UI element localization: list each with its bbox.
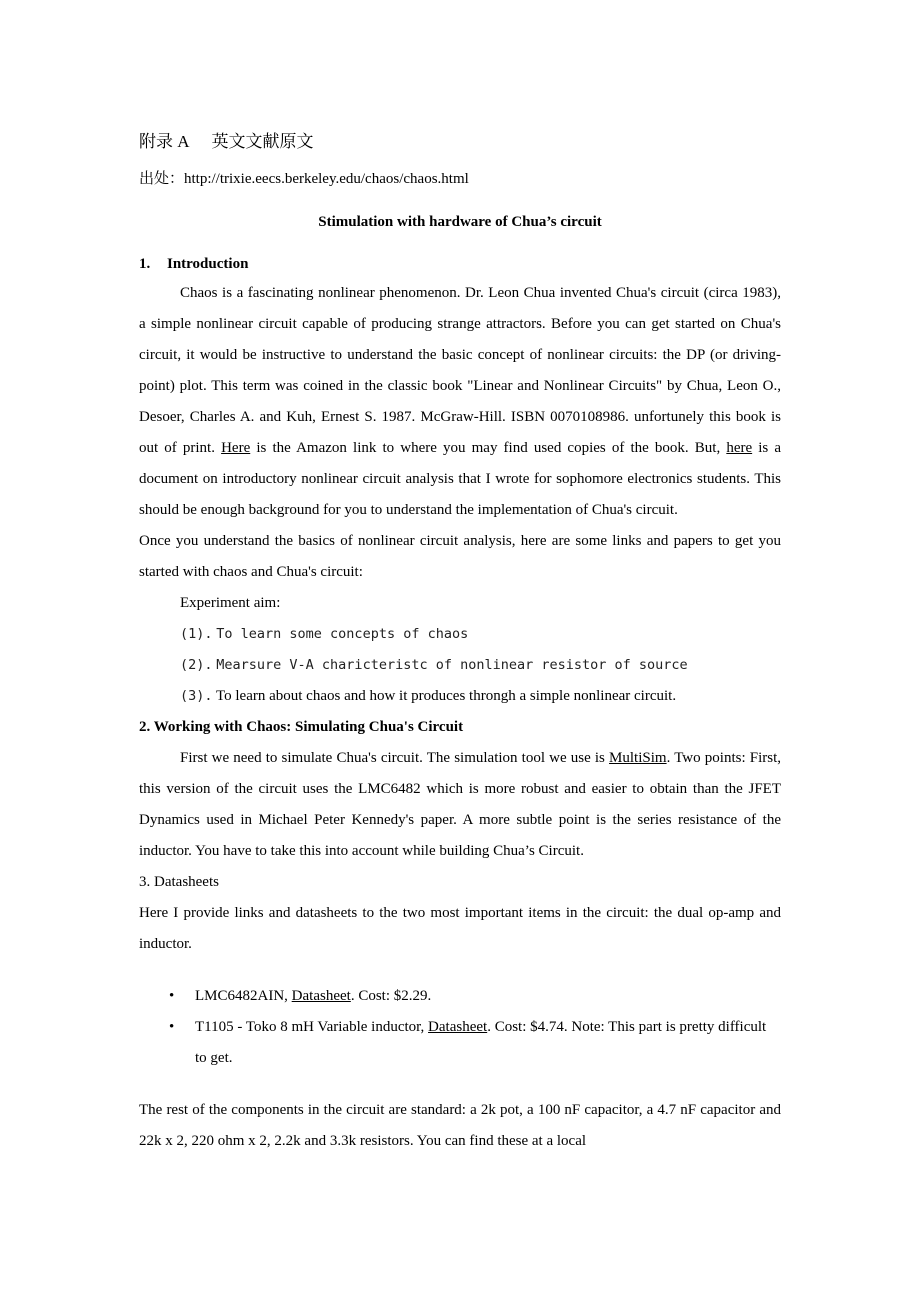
list-item xyxy=(139,981,781,1012)
intro-text-1: Chaos is a fascinating nonlinear phenomenon. Dr. Leon Chua invented Chua's circuit (circa 1983), a simple nonlinear circuit capable of producing strange attractors. Before you can get started on Chua's circuit, it would be instructive to understand the basic concept of nonlinear circuits: the DP (or driving-point) plot. This term was coined in the classic book "Linear and Nonlinear Circuits" by Chua, Leon O., Desoer, Charles A. and Kuh, Ernest S. 1987. McGraw-Hill. ISBN 0070108986. unfortunely this book is out of print. xyxy=(139,285,781,456)
simulation-paragraph xyxy=(139,743,781,867)
multisim-link[interactable]: MultiSim xyxy=(609,750,667,766)
components-paragraph: The rest of the components in the circuit are standard: a 2k pot, a 100 nF capacitor, a 4.7 nF capacitor and 22k x 2, 220 ohm x 2, 2.2k and 3.3k resistors. You can find these at a local xyxy=(139,1102,781,1149)
experiment-aim-label: Experiment aim: xyxy=(180,595,281,611)
intro-text-3: is a document on introductory nonlinear circuit analysis that I wrote for sophomore electronics students. This should be enough background for you to understand the implementation of Chua's circuit. xyxy=(139,440,782,518)
simulation-text-2: . Two points: First, this version of the circuit uses the LMC6482 which is more robust and easier to obtain than the JFET Dynamics used in Michael Peter Kennedy's paper. A more subtle point is the series resistance of the inductor. You have to take this into account while building Chua’s Circuit. xyxy=(139,750,782,859)
intro-text-2: is the Amazon link to where you may find used copies of the book. But, xyxy=(256,440,721,456)
section-2-heading: 2. Working with Chaos: Simulating Chua's Circuit xyxy=(139,719,464,735)
source-prefix: 出处： xyxy=(139,171,185,187)
list-item xyxy=(139,1012,781,1074)
section-1-title: Introduction xyxy=(167,256,249,272)
aim-marker: (2). xyxy=(180,657,213,673)
bullet-icon: • xyxy=(169,1019,175,1035)
part-cost: . Cost: $2.29. xyxy=(350,988,432,1004)
section-1-number: 1. xyxy=(139,256,151,272)
appendix-title: 英文文献原文 xyxy=(211,132,314,151)
part-cost: . Cost: $4.74. Note: This part is pretty difficult to get. xyxy=(195,1019,767,1066)
parts-list xyxy=(139,981,781,1074)
appendix-heading xyxy=(139,128,781,156)
aim-item xyxy=(139,650,781,681)
document-here-link[interactable]: here xyxy=(726,440,753,456)
amazon-here-link[interactable]: Here xyxy=(221,440,251,456)
document-page xyxy=(139,128,781,1157)
links-paragraph: Once you understand the basics of nonlinear circuit analysis, here are some links and papers to get you started with chaos and Chua's circuit: xyxy=(139,533,781,580)
document-title: Stimulation with hardware of Chua’s circuit xyxy=(318,214,602,230)
intro-paragraph xyxy=(139,278,781,526)
part-text: LMC6482AIN, xyxy=(195,988,288,1004)
section-1-heading xyxy=(139,253,781,275)
aim-marker: (1). xyxy=(180,626,213,642)
aim-text: Mearsure V-A charicteristc of nonlinear resistor of source xyxy=(216,657,688,673)
aim-text: To learn some concepts of chaos xyxy=(216,626,469,642)
datasheet-link[interactable]: Datasheet xyxy=(291,988,351,1004)
aim-marker: (3). xyxy=(180,688,213,704)
aim-text: To learn about chaos and how it produces throngh a simple nonlinear circuit. xyxy=(216,688,677,704)
aim-item xyxy=(139,619,781,650)
datasheet-link[interactable]: Datasheet xyxy=(428,1019,488,1035)
bullet-icon: • xyxy=(169,988,175,1004)
aim-item xyxy=(139,681,781,712)
part-text: T1105 - Toko 8 mH Variable inductor, xyxy=(195,1019,425,1035)
datasheets-intro: Here I provide links and datasheets to the two most important items in the circuit: the dual op-amp and inductor. xyxy=(139,905,781,952)
appendix-label: 附录 A xyxy=(139,132,190,151)
source-url: http://trixie.eecs.berkeley.edu/chaos/chaos.html xyxy=(184,171,469,187)
source-line xyxy=(139,168,781,190)
simulation-text-1: First we need to simulate Chua's circuit. The simulation tool we use is xyxy=(180,750,605,766)
section-3-heading: 3. Datasheets xyxy=(139,874,219,890)
